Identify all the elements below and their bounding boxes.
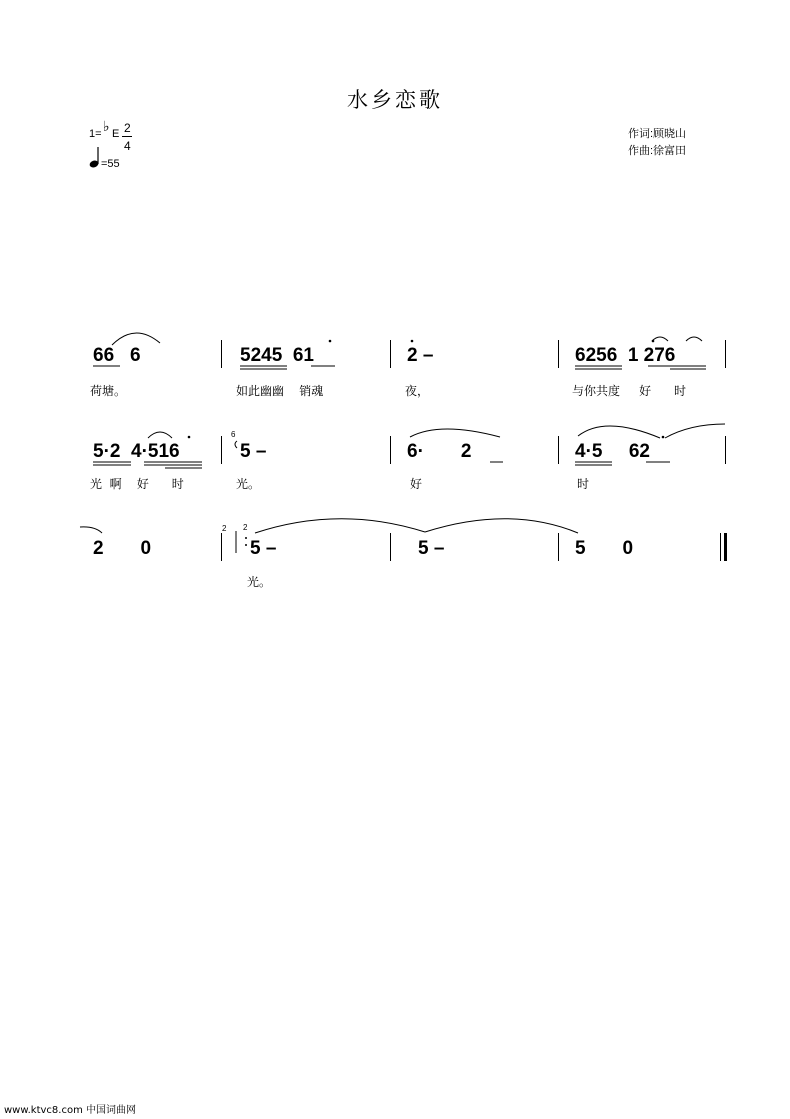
measure-notes: 5 0 (575, 538, 634, 559)
lyric-line: 夜， (405, 384, 430, 398)
composer: 作曲:徐富田 (628, 145, 687, 157)
lyric-line: 光。 (247, 575, 272, 589)
tempo-value: =55 (101, 158, 120, 170)
measure-notes: 5245 61 (240, 345, 314, 366)
song-title: 水乡恋歌 (347, 88, 443, 112)
lyricist: 作词:顾晓山 (628, 128, 687, 140)
grace-note: 6 (231, 430, 236, 439)
lyric-line: 好 (410, 477, 423, 491)
grace-note: 2 (243, 523, 248, 532)
key-prefix: 1= (89, 128, 102, 140)
measure-notes: 6256 1 276 (575, 345, 676, 366)
measure-notes: 5 – (240, 441, 267, 462)
lyric-line: 时 (577, 477, 590, 491)
site-watermark: www.ktvc8.com 中国词曲网 (4, 1105, 137, 1116)
measure-notes: 2 – (407, 345, 434, 366)
key-letter: E (112, 128, 120, 140)
meter-top: 2 (124, 121, 131, 135)
measure-notes: 2 0 (93, 538, 152, 559)
flat-sign: ♭ (103, 118, 110, 134)
lyric-line: 与你共度 好 时 (572, 384, 686, 398)
measure-notes: 5 – (418, 538, 445, 559)
svg-text:2: 2 (222, 524, 227, 533)
lyric-line: 荷塘。 (90, 384, 127, 398)
measure-notes: 5 – (250, 538, 277, 559)
measure-notes: 66 6 (93, 345, 141, 366)
lyric-line: 如此幽幽 销魂 (236, 384, 324, 398)
measure-notes: 4·5 62 (575, 441, 650, 462)
lyric-line: 光。 (236, 477, 261, 491)
meter-bottom: 4 (124, 139, 131, 153)
measure-notes: 6· 2 (407, 441, 472, 462)
measure-notes: 5·2 4·516 (93, 441, 180, 462)
lyric-line: 光 啊 好 时 (90, 477, 184, 491)
